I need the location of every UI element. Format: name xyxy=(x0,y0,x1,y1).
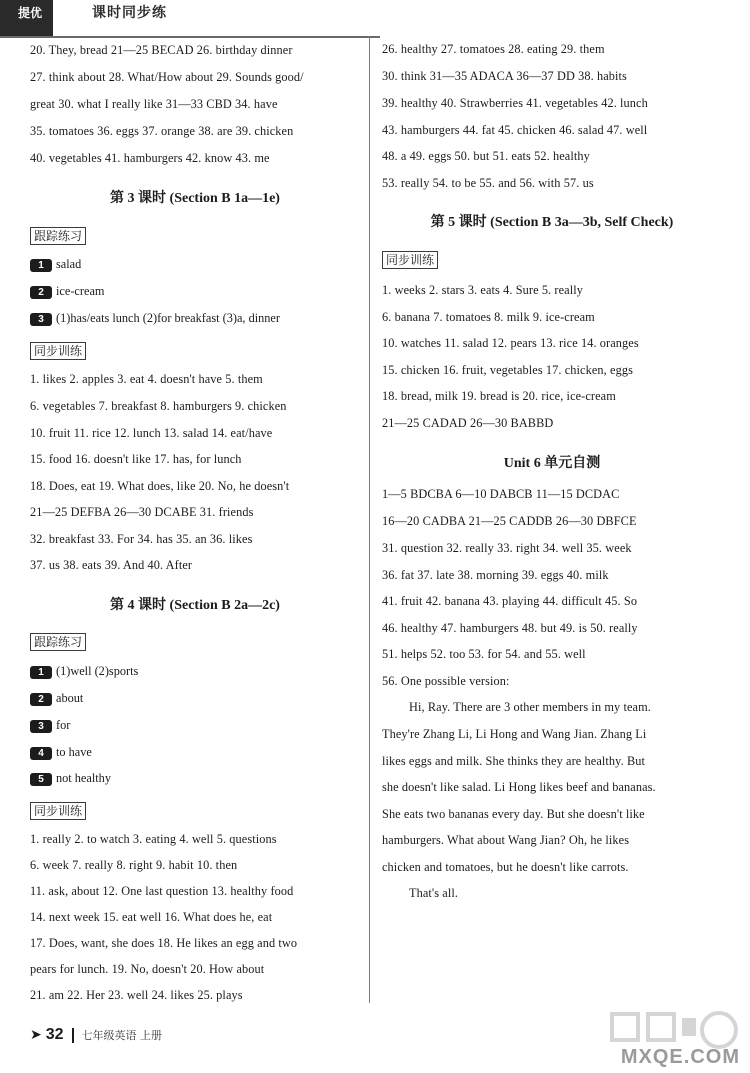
answer-line: 32. breakfast 33. For 34. has 35. an 36. likes xyxy=(30,532,253,546)
answer-line: 31. question 32. really 33. right 34. well 35. week xyxy=(382,541,632,555)
answer-line: 21. am 22. Her 23. well 24. likes 25. plays xyxy=(30,988,243,1002)
answer-line: 21—25 DEFBA 26—30 DCABE 31. friends xyxy=(30,505,254,519)
sync-training-label: 同步训练 xyxy=(30,342,86,360)
answer-line: 41. fruit 42. banana 43. playing 44. difficult 45. So xyxy=(382,594,638,608)
answer-line: 15. food 16. doesn't like 17. has, for lunch xyxy=(30,452,242,466)
answer-line: 56. One possible version: xyxy=(382,674,510,688)
answer-line: 39. healthy 40. Strawberries 41. vegetables 42. lunch xyxy=(382,96,648,110)
item-number-badge: 2 xyxy=(30,693,52,706)
answer-line: 16—20 CADBA 21—25 CADDB 26—30 DBFCE xyxy=(382,514,637,528)
answer-line: 26. healthy 27. tomatoes 28. eating 29. them xyxy=(382,42,605,56)
answer-line: 10. watches 11. salad 12. pears 13. rice 14. oranges xyxy=(382,336,639,350)
follow-item xyxy=(30,771,111,786)
follow-item xyxy=(30,257,81,272)
follow-item-text: about xyxy=(56,691,84,705)
follow-item-text: (1)has/eats lunch (2)for breakfast (3)a, dinner xyxy=(56,311,280,325)
answer-line: 11. ask, about 12. One last question 13. healthy food xyxy=(30,884,294,898)
answer-line: 6. week 7. really 8. right 9. habit 10. then xyxy=(30,858,238,872)
answer-line: 17. Does, want, she does 18. He likes an egg and two xyxy=(30,936,298,950)
essay-line: They're Zhang Li, Li Hong and Wang Jian. Zhang Li xyxy=(382,727,647,741)
answer-line: 53. really 54. to be 55. and 56. with 57. us xyxy=(382,176,594,190)
follow-item-text: for xyxy=(56,718,71,732)
item-number-badge: 2 xyxy=(30,286,52,299)
answer-line: 35. tomatoes 36. eggs 37. orange 38. are 39. chicken xyxy=(30,124,294,138)
answer-line: 1. weeks 2. stars 3. eats 4. Sure 5. really xyxy=(382,283,584,297)
item-number-badge: 1 xyxy=(30,259,52,272)
answer-line: 40. vegetables 41. hamburgers 42. know 43. me xyxy=(30,151,270,165)
follow-item-text: salad xyxy=(56,257,82,271)
essay-line: likes eggs and milk. She thinks they are healthy. But xyxy=(382,754,646,768)
answer-line: 46. healthy 47. hamburgers 48. but 49. is 50. really xyxy=(382,621,638,635)
follow-item xyxy=(30,284,104,299)
follow-item xyxy=(30,311,280,326)
answer-line: 21—25 CADAD 26—30 BABBD xyxy=(382,416,554,430)
answer-line: 18. bread, milk 19. bread is 20. rice, ice-cream xyxy=(382,389,616,403)
answer-line: 20. They, bread 21—25 BECAD 26. birthday dinner xyxy=(30,43,293,57)
column-divider xyxy=(369,36,370,1003)
item-number-badge: 1 xyxy=(30,666,52,679)
answer-line: 37. us 38. eats 39. And 40. After xyxy=(30,558,193,572)
follow-practice-label: 跟踪练习 xyxy=(30,633,86,651)
item-number-badge: 3 xyxy=(30,720,52,733)
answer-line: 18. Does, eat 19. What does, like 20. No, he doesn't xyxy=(30,479,290,493)
answer-line: 15. chicken 16. fruit, vegetables 17. chicken, eggs xyxy=(382,363,633,377)
answer-line: 36. fat 37. late 38. morning 39. eggs 40. milk xyxy=(382,568,609,582)
item-number-badge: 3 xyxy=(30,313,52,326)
essay-line: she doesn't like salad. Li Hong likes beef and bananas. xyxy=(382,780,656,794)
follow-item xyxy=(30,718,70,733)
sync-training-label: 同步训练 xyxy=(382,251,438,269)
answer-line: 51. helps 52. too 53. for 54. and 55. well xyxy=(382,647,586,661)
lesson5-title: 第 5 课时 (Section B 3a—3b, Self Check) xyxy=(430,215,674,230)
page-number: 32 xyxy=(45,1026,64,1043)
answer-line: 27. think about 28. What/How about 29. Sounds good/ xyxy=(30,70,304,84)
essay-line: hamburgers. What about Wang Jian? Oh, he likes xyxy=(382,833,630,847)
arrow-icon: ➤ xyxy=(30,1028,42,1043)
follow-practice-label: 跟踪练习 xyxy=(30,227,86,245)
item-number-badge: 4 xyxy=(30,747,52,760)
header-tag: 提优 xyxy=(18,6,43,20)
answer-line: great 30. what I really like 31—33 CBD 34. have xyxy=(30,97,278,111)
follow-item xyxy=(30,664,138,679)
answer-line: 14. next week 15. eat well 16. What does he, eat xyxy=(30,910,273,924)
follow-item xyxy=(30,691,83,706)
item-number-badge: 5 xyxy=(30,773,52,786)
follow-item-text: not healthy xyxy=(56,771,111,785)
answer-line: 43. hamburgers 44. fat 45. chicken 46. salad 47. well xyxy=(382,123,648,137)
answer-line: 30. think 31—35 ADACA 36—37 DD 38. habits xyxy=(382,69,627,83)
footer-separator xyxy=(72,1028,74,1043)
watermark-text: MXQE.COM xyxy=(620,1046,740,1068)
lesson4-title: 第 4 课时 (Section B 2a—2c) xyxy=(110,598,280,613)
answer-line: 6. vegetables 7. breakfast 8. hamburgers 9. chicken xyxy=(30,399,287,413)
unit6-title: Unit 6 单元自测 xyxy=(503,456,601,471)
follow-item-text: to have xyxy=(56,745,92,759)
answer-line: 48. a 49. eggs 50. but 51. eats 52. healthy xyxy=(382,149,590,163)
essay-line: chicken and tomatoes, but he doesn't like carrots. xyxy=(382,860,629,874)
essay-line: Hi, Ray. There are 3 other members in my team. xyxy=(409,700,651,714)
essay-line: That's all. xyxy=(409,886,459,900)
follow-item-text: (1)well (2)sports xyxy=(56,664,139,678)
answer-line: 6. banana 7. tomatoes 8. milk 9. ice-cream xyxy=(382,310,595,324)
page-footer xyxy=(30,1026,162,1044)
answer-line: 1. really 2. to watch 3. eating 4. well 5. questions xyxy=(30,832,277,846)
header-strip xyxy=(0,0,380,38)
book-subtitle: 七年级英语 上册 xyxy=(81,1029,163,1042)
follow-item xyxy=(30,745,92,760)
answer-line: 10. fruit 11. rice 12. lunch 13. salad 14. eat/have xyxy=(30,426,273,440)
header-title: 课时同步练 xyxy=(92,6,167,21)
sync-training-label: 同步训练 xyxy=(30,802,86,820)
answer-line: 1. likes 2. apples 3. eat 4. doesn't have 5. them xyxy=(30,372,263,386)
answer-line: pears for lunch. 19. No, doesn't 20. How about xyxy=(30,962,265,976)
lesson3-title: 第 3 课时 (Section B 1a—1e) xyxy=(110,191,280,206)
answer-line: 1—5 BDCBA 6—10 DABCB 11—15 DCDAC xyxy=(382,487,620,501)
follow-item-text: ice-cream xyxy=(56,284,105,298)
essay-line: She eats two bananas every day. But she doesn't like xyxy=(382,807,645,821)
